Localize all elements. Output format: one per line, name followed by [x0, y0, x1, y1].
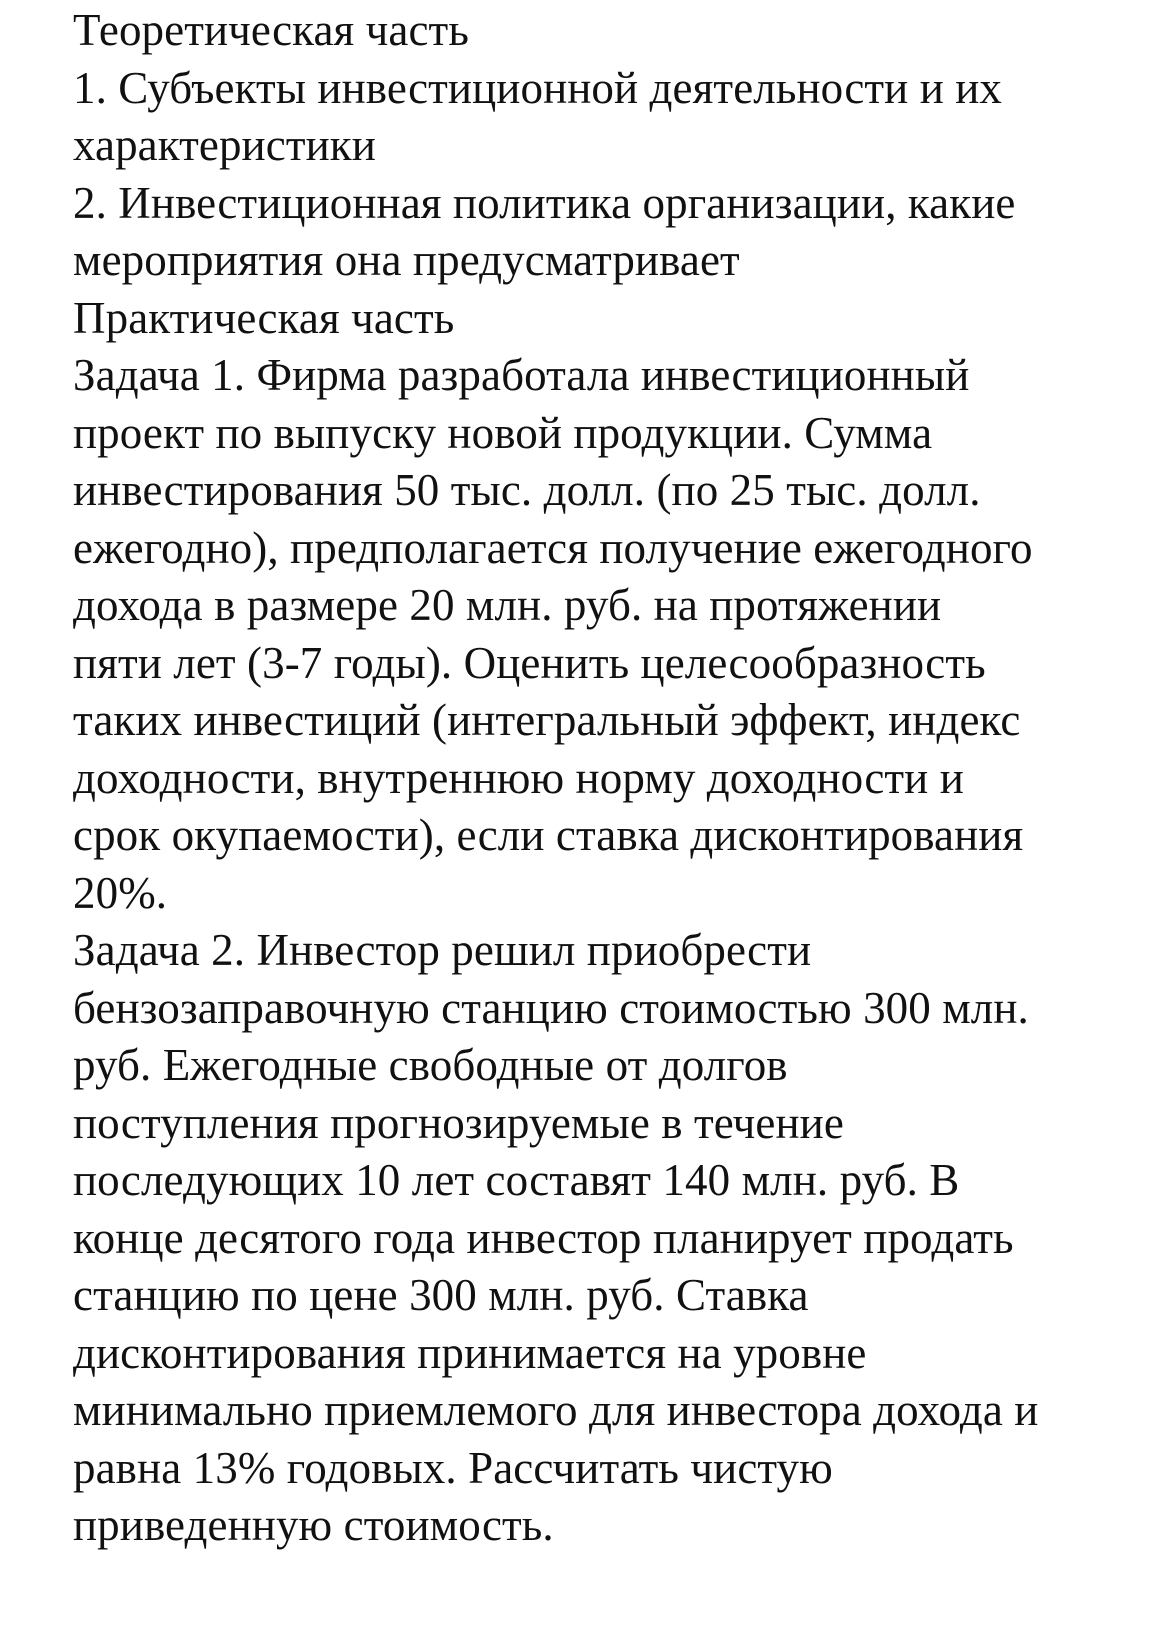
task-1-line-5: дохода в размере 20 млн. руб. на протяжении: [73, 580, 942, 630]
section-heading-practice: Практическая часть: [73, 292, 455, 343]
task-1-line-3: инвестирования 50 тыс. долл. (по 25 тыс. долл.: [73, 465, 981, 515]
task-2-line-10: равна 13% годовых. Рассчитать чистую: [73, 1442, 833, 1493]
section-heading-theory: Теоретическая часть: [73, 5, 469, 55]
task-2-line-5: последующих 10 лет составят 140 млн. руб. В: [73, 1155, 960, 1205]
theory-question-1-line-1: 1. Субъекты инвестиционной деятельности и их: [73, 62, 1003, 113]
task-1-line-4: ежегодно), предполагается получение ежегодного: [73, 522, 1033, 573]
theory-question-2-line-1: 2. Инвестиционная политика организации, какие: [73, 177, 1016, 228]
task-2-line-6: конце десятого года инвестор планирует продать: [73, 1212, 1014, 1263]
task-2-line-8: дисконтирования принимается на уровне: [73, 1327, 867, 1378]
task-1-line-8: доходности, внутреннюю норму доходности и: [73, 752, 964, 803]
task-1-line-9: срок окупаемости), если ставка дисконтирования: [73, 810, 1024, 860]
theory-question-2-line-2: мероприятия она предусматривает: [73, 235, 740, 285]
task-2-line-7: станцию по цене 300 млн. руб. Ставка: [73, 1270, 809, 1320]
document-text: [73, 2, 1153, 1555]
task-2-line-1: Задача 2. Инвестор решил приобрести: [73, 925, 812, 975]
task-2-line-9: минимально приемлемого для инвестора дохода и: [73, 1385, 1039, 1435]
task-1-line-2: проект по выпуску новой продукции. Сумма: [73, 407, 933, 458]
theory-question-1-line-2: характеристики: [73, 120, 376, 170]
task-2-line-2: бензозаправочную станцию стоимостью 300 млн.: [73, 982, 1029, 1033]
task-1-line-7: таких инвестиций (интегральный эффект, индекс: [73, 695, 1021, 745]
task-2-line-11: приведенную стоимость.: [73, 1500, 554, 1550]
task-1-line-10: 20%.: [73, 867, 168, 918]
task-2-line-3: руб. Ежегодные свободные от долгов: [73, 1040, 788, 1090]
task-1-line-6: пяти лет (3-7 годы). Оценить целесообразность: [73, 637, 986, 688]
task-1-line-1: Задача 1. Фирма разработала инвестиционный: [73, 350, 970, 400]
task-2-line-4: поступления прогнозируемые в течение: [73, 1097, 844, 1148]
